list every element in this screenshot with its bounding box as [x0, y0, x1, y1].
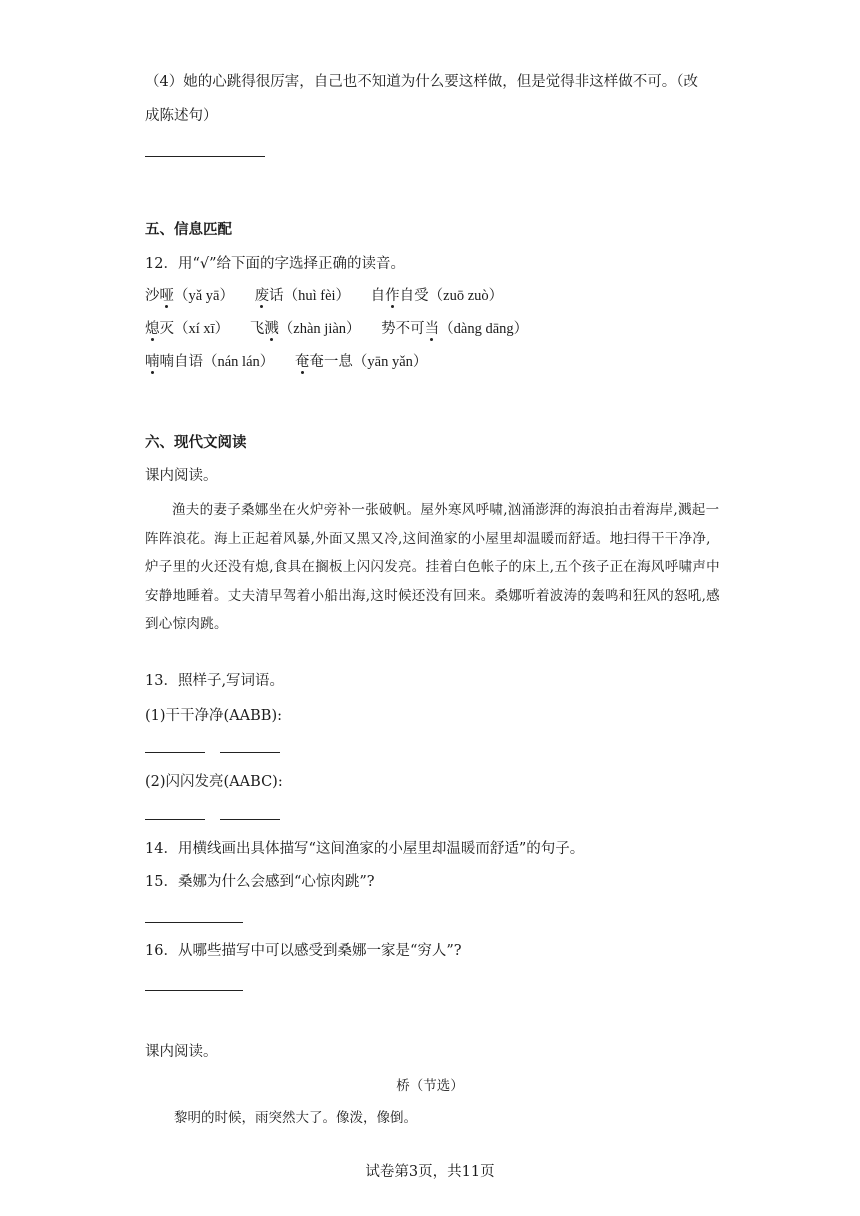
pinyin-row-1	[145, 286, 503, 306]
item[interactable]: 熄灭（xí xī）	[145, 321, 230, 337]
reading-intro: 课内阅读。	[145, 468, 218, 484]
q13-part1: (1)干干净净(AABB):	[145, 708, 282, 724]
answer-blank[interactable]	[145, 990, 243, 991]
q16-prompt: 16．从哪些描写中可以感受到桑娜一家是“穷人”?	[145, 943, 462, 959]
section5-title: 五、信息匹配	[145, 221, 232, 238]
item[interactable]: 废话（huì fèi）	[254, 288, 351, 304]
page-footer: 试卷第3页，共11页	[365, 1164, 495, 1180]
q13-part2: (2)闪闪发亮(AABC):	[145, 774, 283, 790]
item[interactable]: 沙哑（yǎ yā）	[145, 288, 234, 304]
q12-prompt: 12．用“√”给下面的字选择正确的读音。	[145, 256, 406, 272]
pinyin-row-2	[145, 319, 528, 339]
passage-2: 黎明的时候，雨突然大了。像泼，像倒。	[174, 1110, 417, 1126]
q4-line2: 成陈述句）	[145, 108, 218, 124]
answer-blank[interactable]	[220, 819, 280, 820]
reading-passage: 渔夫的妻子桑娜坐在火炉旁补一张破帆。屋外寒风呼啸,汹涌澎湃的海浪拍击着海岸,溅起一阵阵浪花。海上正起着风暴,外面又黑又冷,这间渔家的小屋里却温暖而舒适。地扫得干干净净,炉子里的火还没有熄,食具在搁板上闪闪发亮。挂着白色帐子的床上,五个孩子正在海风呼啸声中安静地睡着。丈夫清早驾着小船出海,这时候还没有回来。桑娜听着波涛的轰鸣和狂风的怒吼,感到心惊肉跳。	[145, 502, 720, 632]
item[interactable]: 势不可当（dàng dāng）	[381, 321, 529, 337]
section6-title: 六、现代文阅读	[145, 434, 247, 451]
answer-blank[interactable]	[145, 922, 243, 923]
q14-prompt: 14．用横线画出具体描写“这间渔家的小屋里却温暖而舒适”的句子。	[145, 841, 585, 857]
answer-blank[interactable]	[145, 156, 265, 157]
answer-blank[interactable]	[145, 819, 205, 820]
pinyin-row-3	[145, 352, 427, 372]
item[interactable]: 奄奄一息（yān yǎn）	[294, 354, 428, 370]
q15-prompt: 15．桑娜为什么会感到“心惊肉跳”?	[145, 874, 375, 890]
answer-blank[interactable]	[220, 752, 280, 753]
item[interactable]: 飞溅（zhàn jiàn）	[249, 321, 361, 337]
q13-prompt: 13．照样子,写词语。	[145, 673, 285, 689]
q4-line1: （4）她的心跳得很厉害，自己也不知道为什么要这样做，但是觉得非这样做不可。（改	[145, 74, 698, 90]
answer-blank[interactable]	[145, 752, 205, 753]
passage-title: 桥（节选）	[396, 1078, 464, 1094]
reading-intro-2: 课内阅读。	[145, 1044, 218, 1060]
item[interactable]: 喃喃自语（nán lán）	[145, 354, 275, 370]
item[interactable]: 自作自受（zuō zuò）	[370, 288, 504, 304]
